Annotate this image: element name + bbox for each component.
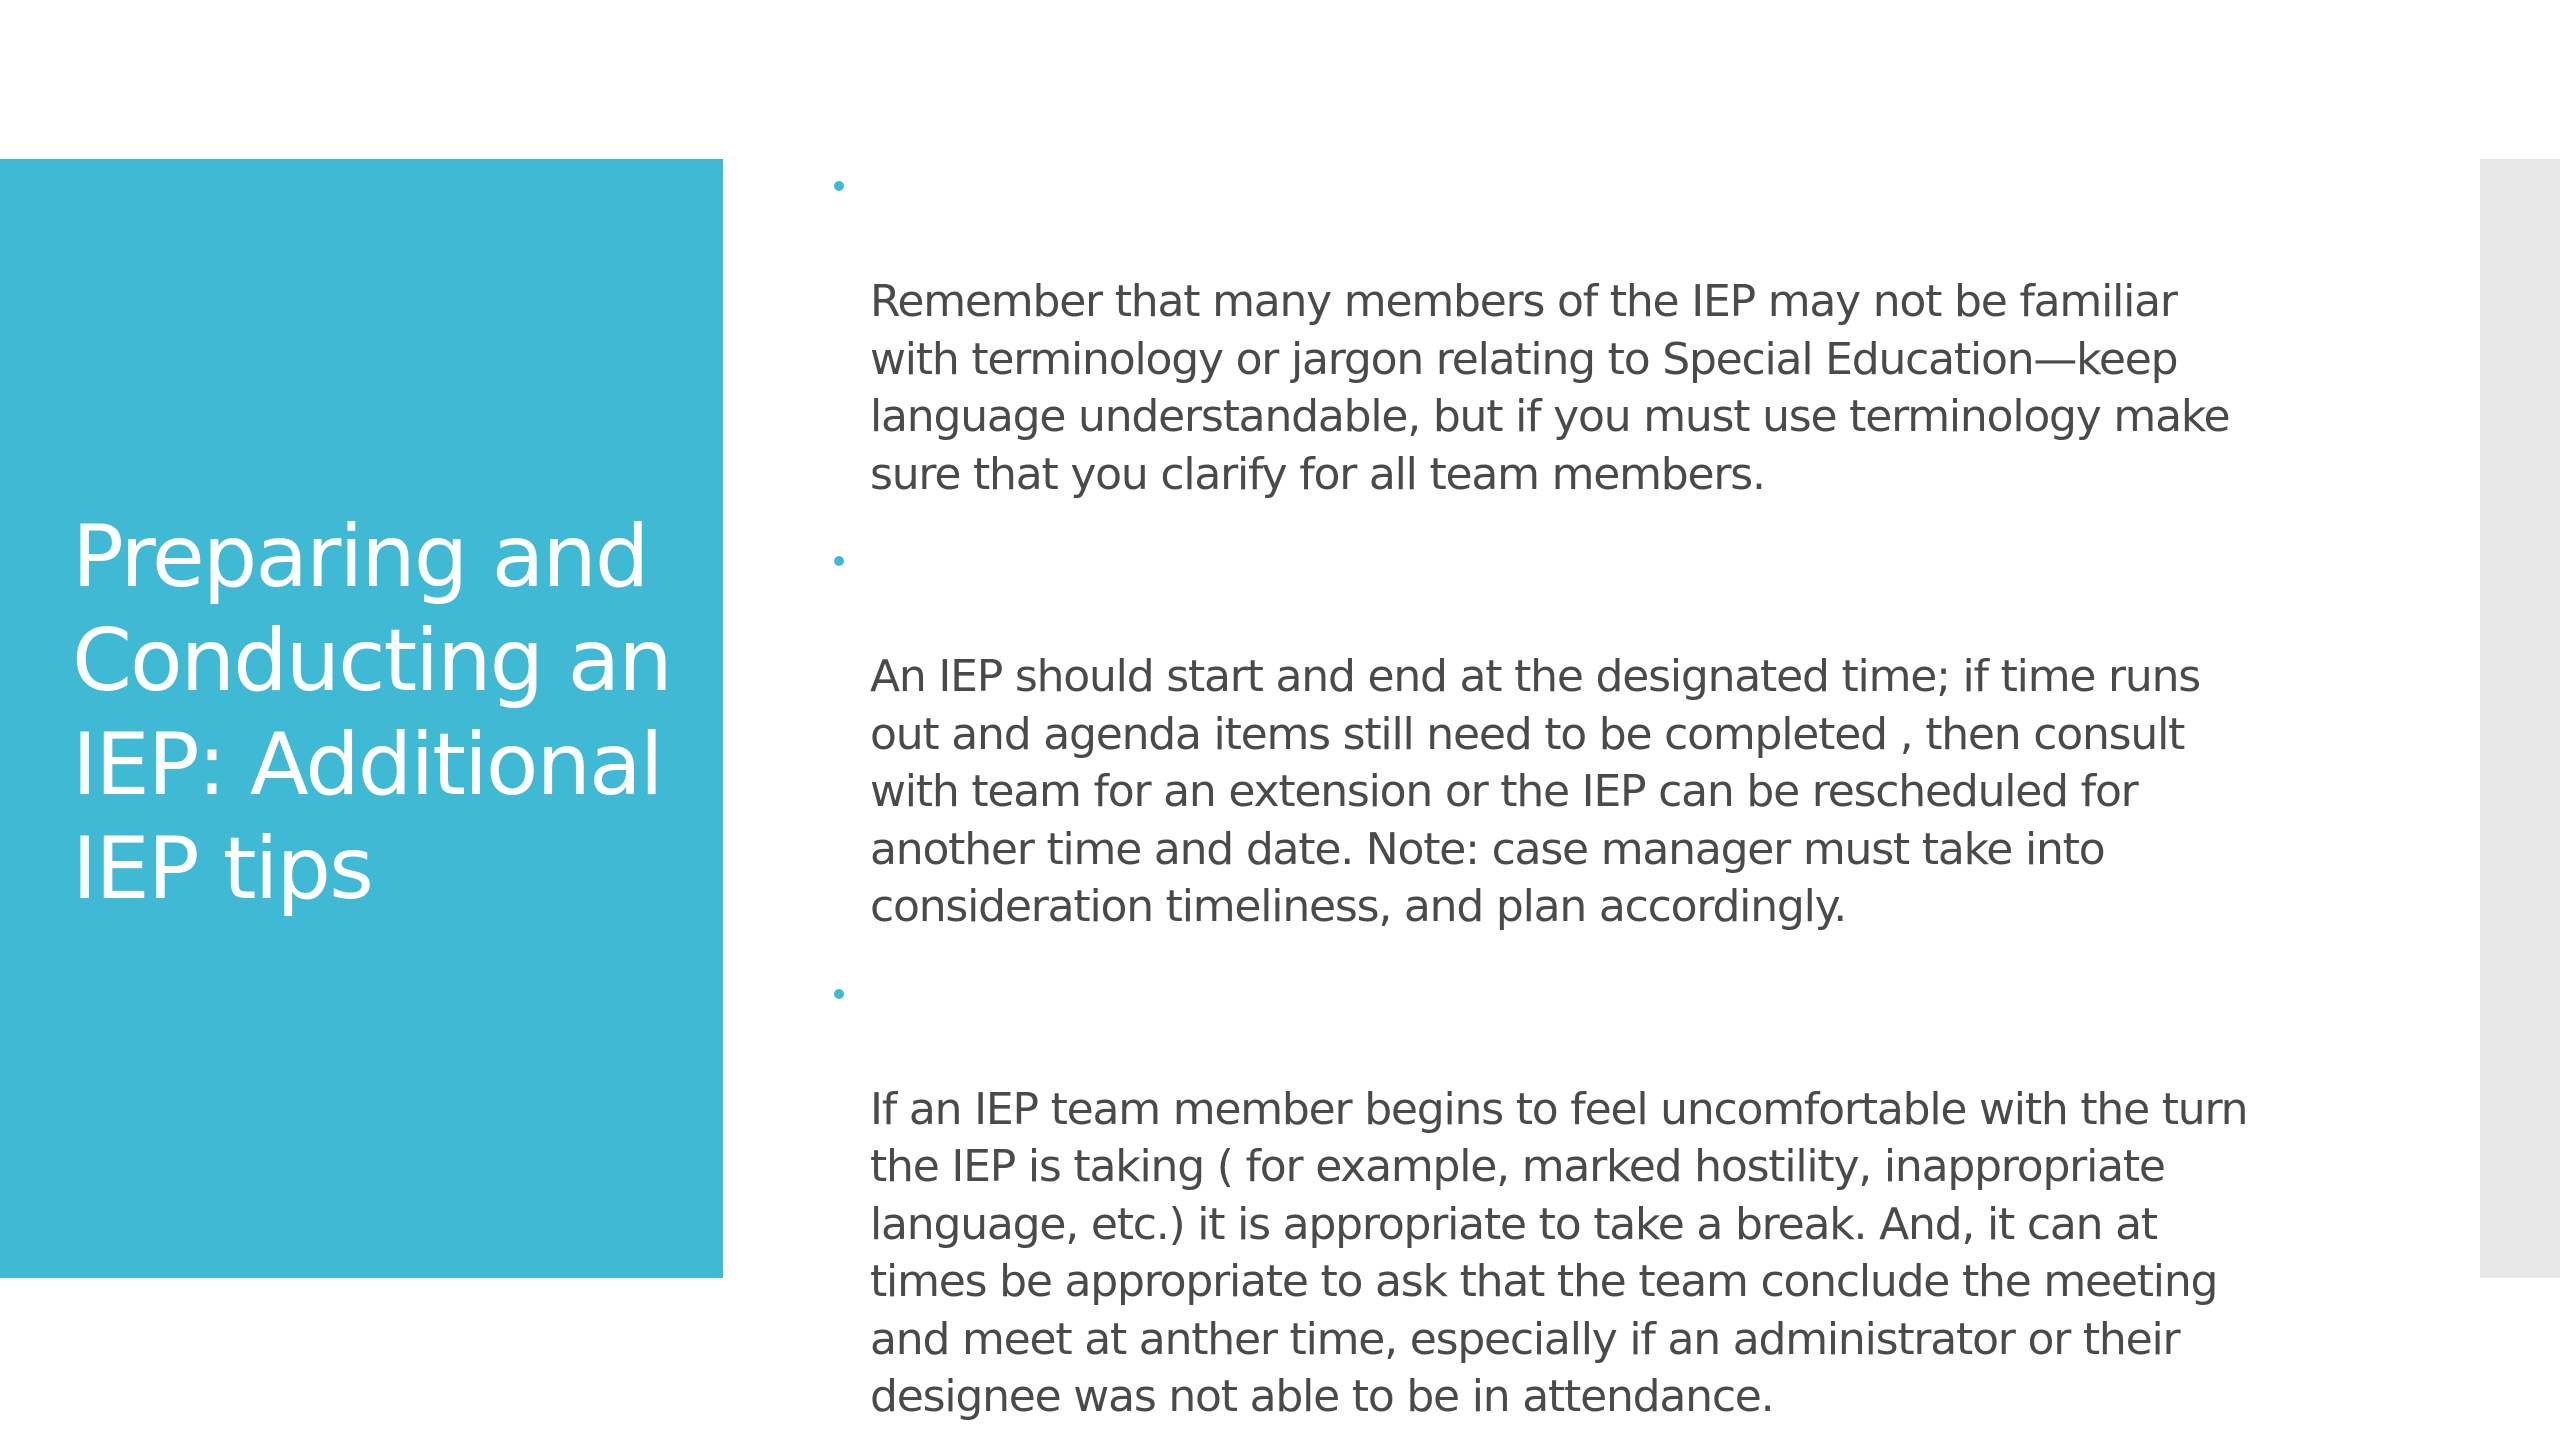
bullet-dot-icon	[834, 556, 844, 566]
slide-content	[830, 158, 2350, 1440]
bullet-item	[830, 158, 2350, 503]
slide-title: Preparing and Conducting an IEP: Additional IEP tips	[72, 507, 671, 919]
bullet-item	[830, 966, 2350, 1426]
bullet-text: If an IEP team member begins to feel uncomfortable with the turn the IEP is taking ( for example, marked hostility, inappropriate language, etc.) it is appropriate to take a break. And, it can at times be appropriate to ask that the team conclude the meeting and meet at anther time, especially if an administrator or their designee was not able to be in attendance.	[870, 1083, 2248, 1422]
bullet-text: Remember that many members of the IEP may not be familiar with terminology or jargon relating to Special Education—keep language understandable, but if you must use terminology make sure that you clarify for all team members.	[870, 276, 2230, 500]
bullet-list	[830, 158, 2350, 1426]
bullet-dot-icon	[834, 989, 844, 999]
bullet-dot-icon	[834, 181, 844, 191]
bullet-item	[830, 533, 2350, 936]
side-strip	[2480, 159, 2560, 1278]
bullet-text: An IEP should start and end at the designated time; if time runs out and agenda items still need to be completed , then consult with team for an extension or the IEP can be rescheduled for another time and date. Note: case manager must take into consideration timeliness, and plan accordingly.	[870, 651, 2200, 932]
